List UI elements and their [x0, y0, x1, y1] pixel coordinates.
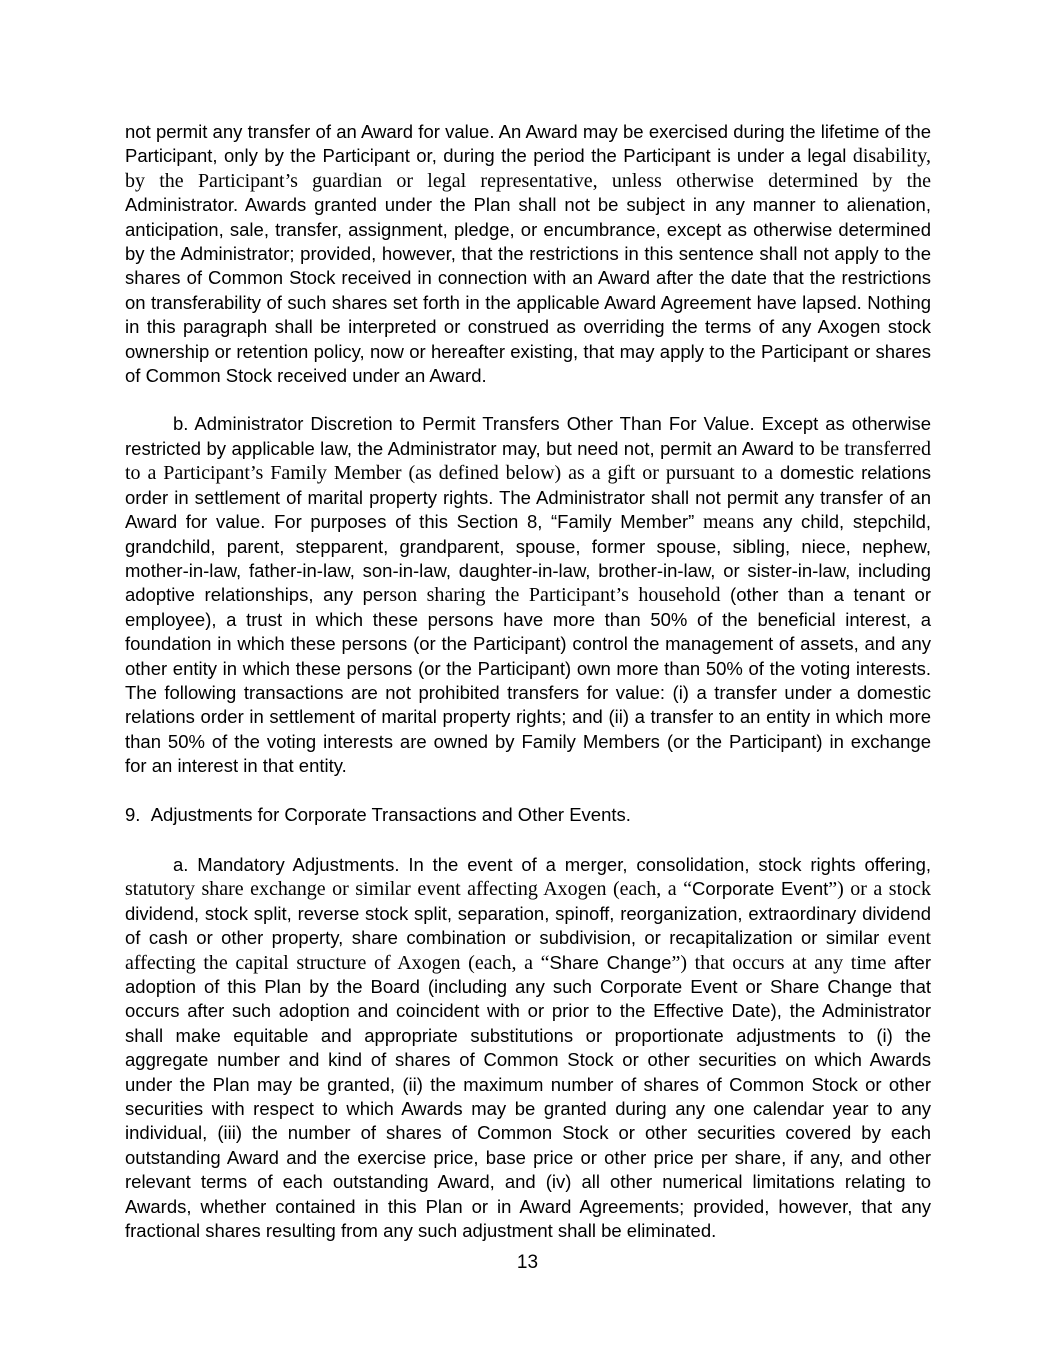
- text-run: not permit any transfer of an Award for value. An Award may be exercised during the lifetime of the Participant, only by the Participant or, during the period the Participant is under a legal: [125, 121, 931, 167]
- paragraph-8a-continuation: [125, 120, 931, 388]
- paragraph-8b: [125, 412, 931, 778]
- text-run: son sharing the Participant’s household: [389, 584, 731, 607]
- text-run: ”) or a stock: [828, 878, 931, 901]
- text-run: means: [702, 511, 763, 534]
- text-run: event affecting the capital structure of Axogen (each, a “: [125, 927, 931, 974]
- text-run: any child, stepchild, grandchild, parent, stepparent, grandparent, spouse, former spouse, sibling, niece, nephew, mother-in-law, father-in-law, son-in-law, daughter-in-law, brother-in-law, or sister-in-law, including adoptive relationships, any per: [125, 511, 931, 606]
- text-run: ”) that occurs at any time: [671, 951, 894, 974]
- text-run: disability, by the Participant’s guardian or legal representative, unless otherwise determined by the: [125, 145, 931, 192]
- text-run: b. Administrator Discretion to Permit Transfers Other Than For Value. Except as otherwise restricted by applicable law, the Administrator may, but need not, permit an Award to: [125, 413, 931, 459]
- text-run: Administrator. Awards granted under the Plan shall not be subject in any manner to alienation, anticipation, sale, transfer, assignment, pledge, or encumbrance, except as otherwise determined by the Administrator; provided, however, that the restrictions in this sentence shall not apply to the shares of Common Stock received in connection with an Award after the date that the restrictions on transferability of such shares set forth in the applicable Award Agreement have lapsed. Nothing in this paragraph shall be interpreted or construed as overriding the terms of any Axogen stock ownership or retention policy, now or hereafter existing, that may apply to the Participant or shares of Common Stock received under an Award.: [125, 194, 931, 387]
- page-number: 13: [516, 1252, 539, 1273]
- text-run: after adoption of this Plan by the Board (including any such Corporate Event or Share Change that occurs after such adoption and coincident with or prior to the Effective Date), the Administrator shall make equitable and appropriate substitutions or proportionate adjustments to (i) the aggregate number and kind of shares of Common Stock or other securities on which Awards under the Plan may be granted, (ii) the maximum number of shares of Common Stock or other securities with respect to which Awards may be granted during any one calendar year to any individual, (iii) the number of shares of Common Stock or other securities covered by each outstanding Award and the exercise price, base price or other price per share, if any, and other relevant terms of each outstanding Award, and (iv) all other numerical limitations relating to Awards, whether contained in this Plan or in Award Agreements; provided, however, that any fractional shares resulting from any such adjustment shall be eliminated.: [125, 951, 931, 1242]
- text-run: (other than a tenant or employee), a trust in which these persons have more than 50% of the beneficial interest, a foundation in which these persons (or the Participant) control the management of assets, and any other entity in which these persons (or the Participant) own more than 50% of the voting interests. The following transactions are not prohibited transfers for value: (i) a transfer under a domestic relations order in settlement of marital property rights; and (ii) a transfer to an entity in which more than 50% of the voting interests are owned by Family Members (or the Participant) in exchange for an interest in that entity.: [125, 584, 931, 777]
- text-run: be transferred to a Participant’s Family Member (as defined below) as a gift or pursuant to a: [125, 437, 931, 485]
- paragraph-9a: [125, 853, 931, 1244]
- text-run: Share Change: [549, 951, 672, 973]
- section-9-heading: [125, 803, 931, 827]
- text-run: 9. Adjustments for Corporate Transactions and Other Events.: [125, 803, 631, 825]
- text-run: dividend, stock split, reverse stock split, separation, spinoff, reorganization, extraordinary dividend of cash or other property, share combination or subdivision, or recapitalization or similar: [125, 902, 931, 949]
- document-body: [125, 120, 931, 1267]
- text-run: domestic relations order in settlement of marital property rights. The Administrator shall not permit any transfer of an Award for value. For purposes of this Section 8, “Family Member”: [125, 462, 931, 533]
- text-run: Corporate Event: [692, 878, 829, 900]
- text-run: statutory share exchange or similar event affecting Axogen (each, a “: [125, 878, 693, 901]
- text-run: a. Mandatory Adjustments. In the event of a merger, consolidation, stock rights offering,: [173, 853, 931, 875]
